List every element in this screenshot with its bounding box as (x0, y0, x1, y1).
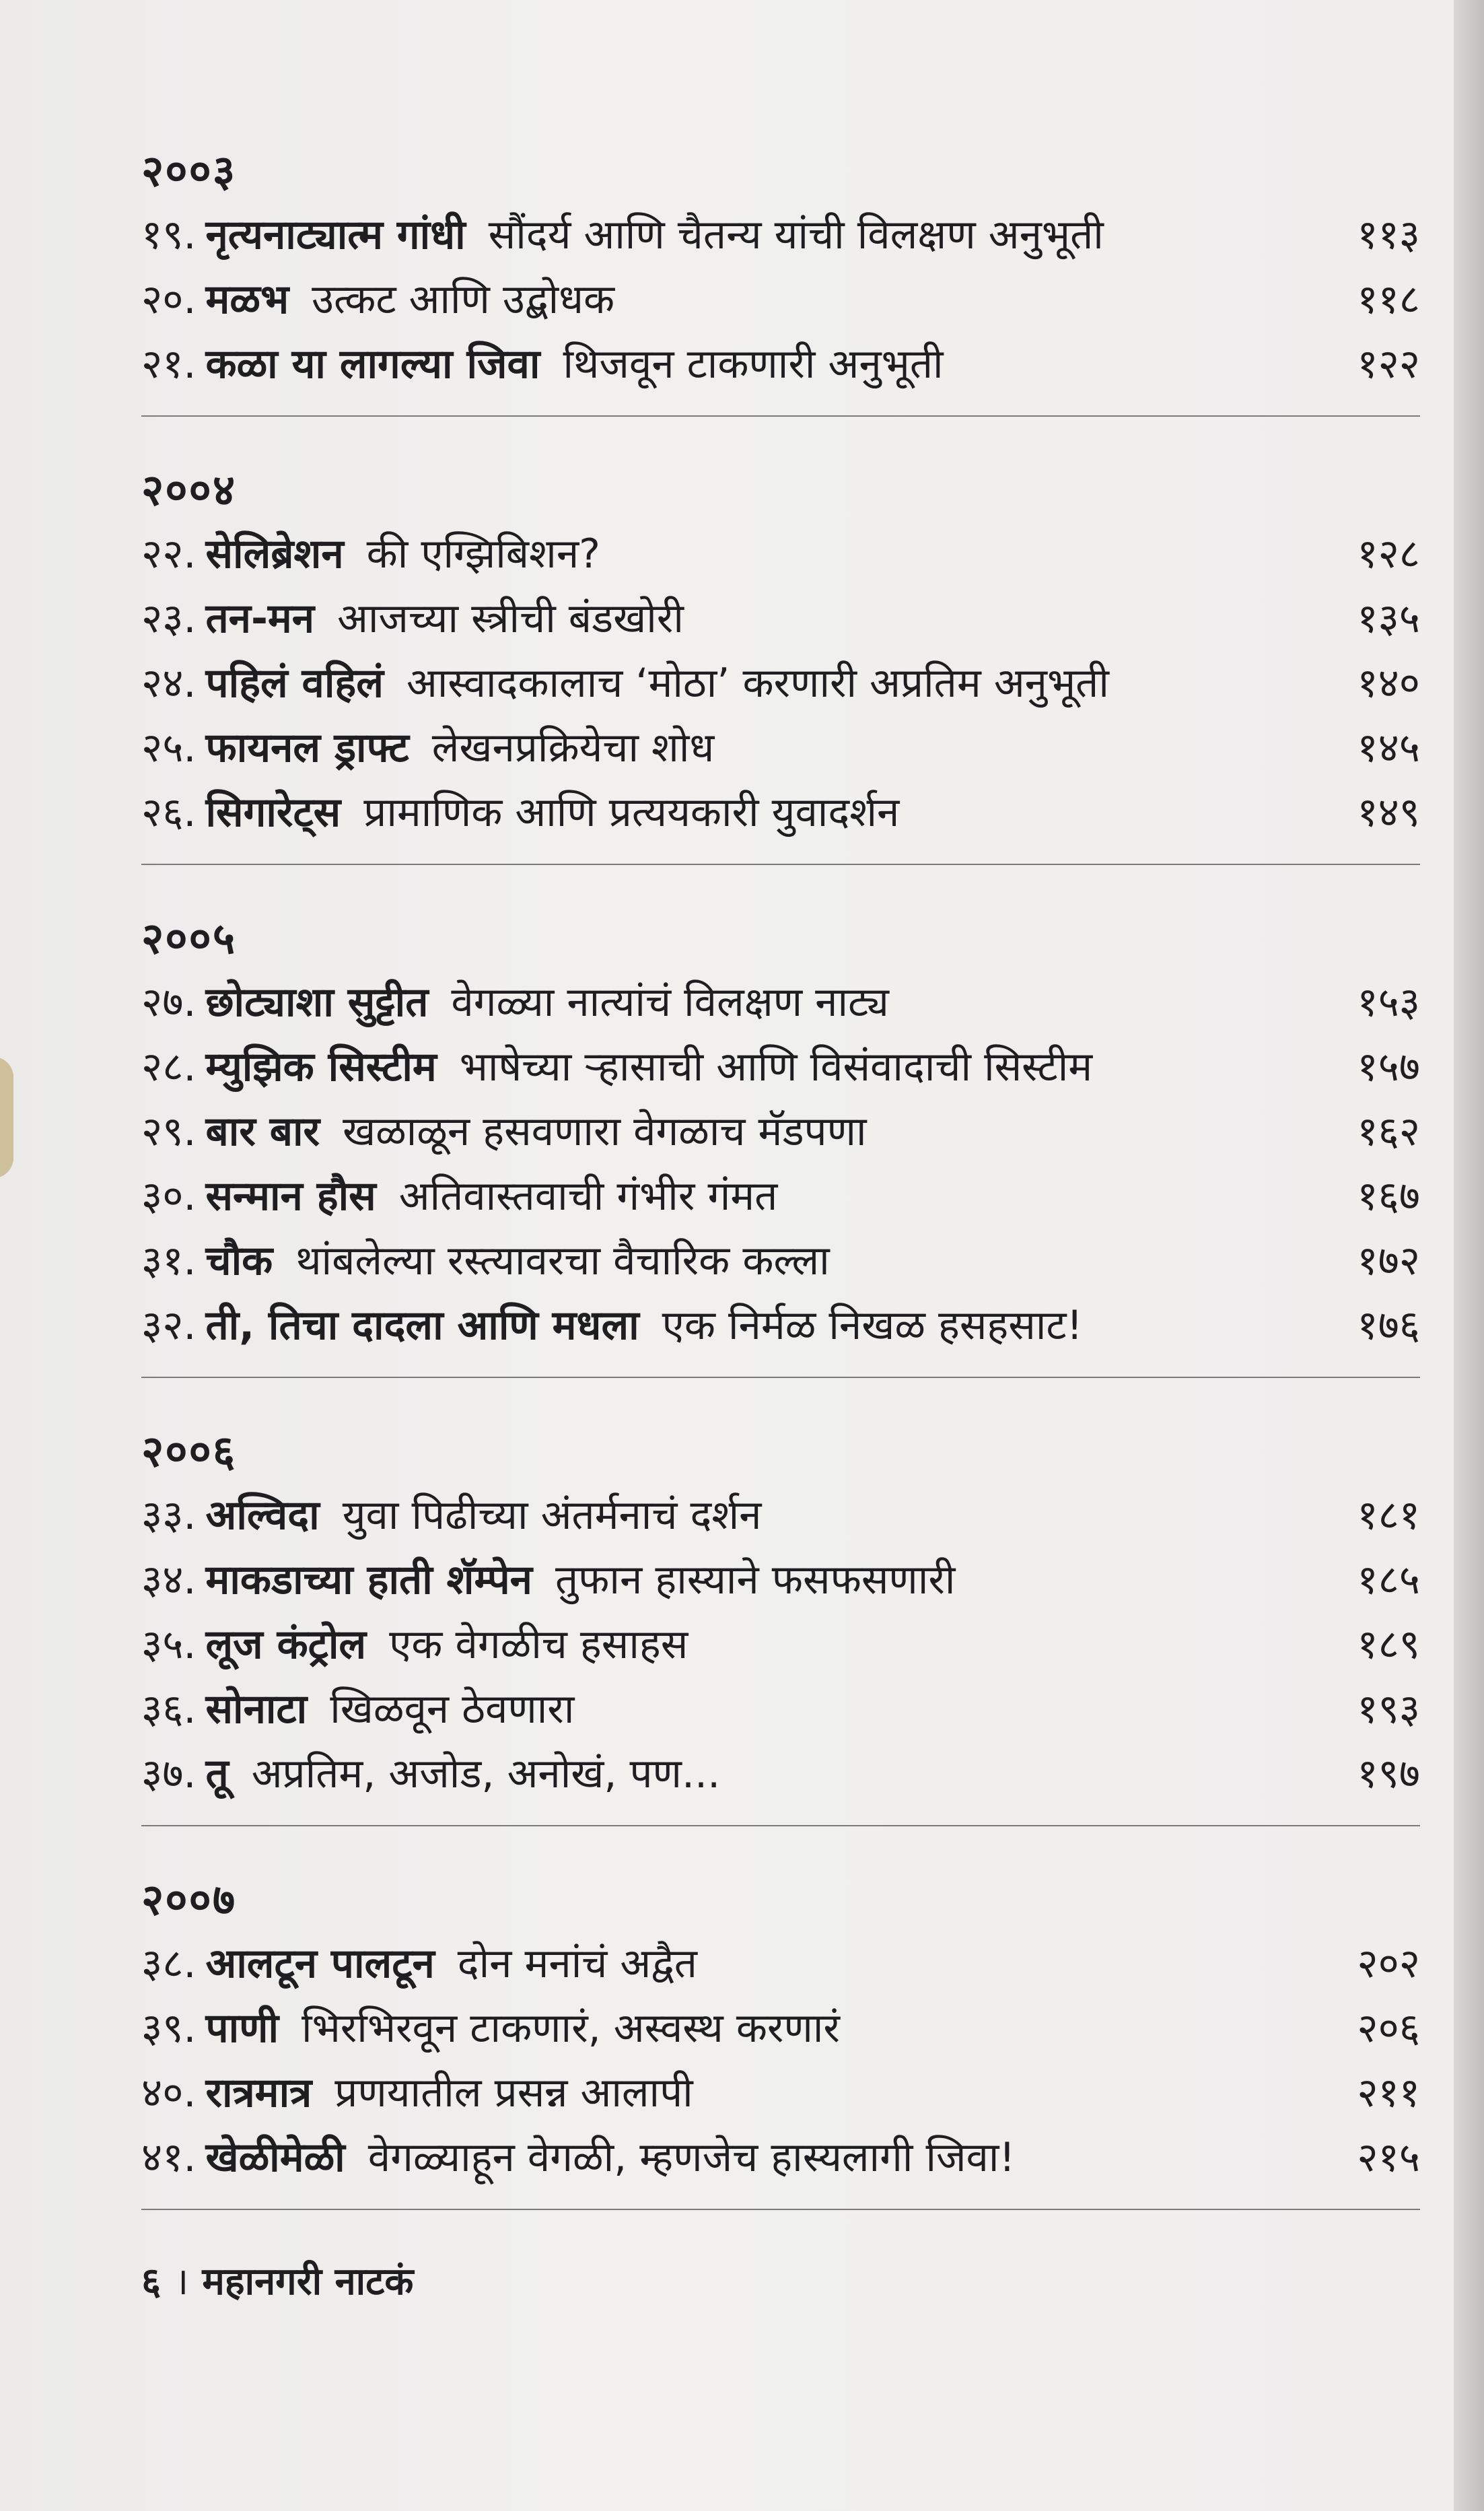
entry-number: ३४. (141, 1556, 197, 1604)
section-year-heading: २००७ (141, 1876, 237, 1925)
entry-title: ती, तिचा दादला आणि मधला (205, 1302, 639, 1349)
toc-entry (141, 586, 1420, 651)
entry-page-number: ११८ (1357, 276, 1420, 323)
entry-title: बार बार (205, 1108, 320, 1155)
thumb-edge (0, 1057, 13, 1178)
entry-title: सेलिब्रेशन (205, 530, 344, 578)
entry-description: उत्कट आणि उद्बोधक (312, 276, 615, 323)
entry-description: खळाळून हसवणारा वेगळाच मॅडपणा (343, 1108, 867, 1155)
year-section (141, 1873, 1420, 2210)
year-section (141, 1425, 1420, 1826)
entry-title: पाणी (205, 2005, 279, 2052)
section-year-heading: २००५ (141, 914, 237, 964)
toc-entry (141, 2125, 1420, 2190)
entry-description: एक निर्मळ निखळ हसहसाट! (662, 1302, 1083, 1349)
entry-title: कळा या लागल्या जिवा (205, 341, 540, 388)
entry-number: ३२. (141, 1302, 197, 1349)
entry-title: सन्मान हौस (205, 1173, 376, 1220)
section-divider (141, 864, 1420, 865)
section-divider (141, 415, 1420, 417)
entry-description: दोन मनांचं अद्वैत (457, 1940, 697, 1987)
entry-number: ३०. (141, 1173, 197, 1220)
entry-page-number: २११ (1357, 2069, 1420, 2117)
entry-page-number: १२८ (1357, 530, 1420, 578)
section-year-heading: २००४ (141, 466, 237, 516)
entry-description: थांबलेल्या रस्त्यावरचा वैचारिक कल्ला (295, 1237, 830, 1284)
entry-description: थिजवून टाकणारी अनुभूती (563, 341, 944, 388)
entry-page-number: १५३ (1357, 979, 1420, 1026)
entry-title: खेळीमेळी (205, 2134, 345, 2181)
toc-entry (141, 1742, 1420, 1806)
entry-page-number: १४९ (1357, 789, 1420, 836)
entry-title: नृत्यनाट्यात्म गांधी (205, 211, 466, 259)
entry-description: लेखनप्रक्रियेचा शोध (431, 724, 715, 771)
entry-number: २१. (141, 341, 197, 388)
entry-title: छोट्याशा सुट्टीत (205, 979, 429, 1026)
page-edge (1454, 0, 1484, 2511)
entry-page-number: १६७ (1357, 1173, 1420, 1220)
entry-title: तन-मन (205, 595, 315, 642)
entry-number: २२. (141, 530, 197, 578)
entry-page-number: १५७ (1357, 1043, 1420, 1091)
entry-page-number: १७२ (1357, 1237, 1420, 1284)
section-year-heading: २००३ (141, 147, 237, 197)
entry-number: ३१. (141, 1237, 197, 1284)
toc-entry (141, 1164, 1420, 1229)
entry-title: म्युझिक सिस्टीम (205, 1043, 437, 1091)
entry-description: सौंदर्य आणि चैतन्य यांची विलक्षण अनुभूती (488, 211, 1104, 259)
toc-entry (141, 1931, 1420, 1996)
entry-page-number: १४० (1357, 660, 1420, 707)
section-divider (141, 1377, 1420, 1378)
entry-description: एक वेगळीच हसाहस (389, 1621, 688, 1668)
toc-entry (141, 780, 1420, 845)
entry-title: आलटून पालटून (205, 1940, 435, 1987)
entry-number: २३. (141, 595, 197, 642)
entry-description: वेगळ्या नात्यांचं विलक्षण नाट्य (451, 979, 889, 1026)
toc-entry (141, 1612, 1420, 1677)
entry-number: २५. (141, 724, 197, 771)
entry-page-number: १२२ (1357, 341, 1420, 388)
entry-page-number: ११३ (1357, 211, 1420, 259)
entry-number: २९. (141, 1108, 197, 1155)
toc-entry (141, 203, 1420, 267)
entry-number: ४०. (141, 2069, 197, 2117)
entry-title: फायनल ड्राफ्ट (205, 724, 409, 771)
year-section (141, 464, 1420, 865)
entry-description: आजच्या स्त्रीची बंडखोरी (337, 595, 684, 642)
entry-description: भिरभिरवून टाकणारं, अस्वस्थ करणारं (302, 2005, 840, 2052)
entry-number: ३८. (141, 1940, 197, 1987)
footer-book-title: महानगरी नाटकं (202, 2260, 414, 2304)
entry-description: भाषेच्या ऱ्हासाची आणि विसंवादाची सिस्टीम (459, 1043, 1093, 1091)
entry-page-number: १४५ (1357, 724, 1420, 771)
section-divider (141, 2209, 1420, 2210)
toc-entry (141, 1229, 1420, 1293)
entry-number: २४. (141, 660, 197, 707)
toc-entry (141, 651, 1420, 716)
toc-entry (141, 522, 1420, 586)
entry-title: मळभ (205, 276, 289, 323)
entry-page-number: १८९ (1357, 1621, 1420, 1668)
entry-number: २८. (141, 1043, 197, 1091)
entry-title: अल्विदा (205, 1492, 320, 1539)
entry-number: २६. (141, 789, 197, 836)
footer-separator: । (174, 2260, 189, 2304)
toc-entry (141, 1677, 1420, 1742)
entry-number: ३६. (141, 1686, 197, 1733)
entry-description: युवा पिढीच्या अंतर्मनाचं दर्शन (342, 1492, 762, 1539)
entry-description: आस्वादकालाच ‘मोठा’ करणारी अप्रतिम अनुभूती (406, 660, 1109, 707)
entry-description: अतिवास्तवाची गंभीर गंमत (398, 1173, 778, 1220)
section-year-heading: २००६ (141, 1427, 237, 1477)
entry-number: २०. (141, 276, 197, 323)
section-divider (141, 1825, 1420, 1826)
entry-number: ३३. (141, 1492, 197, 1539)
toc-entry (141, 1293, 1420, 1358)
entry-title: सिगारेट्स (205, 789, 341, 836)
entry-title: चौक (205, 1237, 273, 1284)
entry-title: माकडाच्या हाती शॅम्पेन (205, 1556, 532, 1604)
entry-description: अप्रतिम, अजोड, अनोखं, पण... (251, 1750, 721, 1797)
entry-description: खिळवून ठेवणारा (330, 1686, 575, 1733)
entry-page-number: २०२ (1357, 1940, 1420, 1987)
entry-number: ३७. (141, 1750, 197, 1797)
entry-title: रात्रमात्र (205, 2069, 312, 2117)
entry-page-number: १८५ (1357, 1556, 1420, 1604)
toc-entry (141, 716, 1420, 780)
entry-page-number: १९७ (1357, 1750, 1420, 1797)
toc-entry (141, 332, 1420, 397)
entry-number: ३९. (141, 2005, 197, 2052)
entry-page-number: १७६ (1357, 1302, 1420, 1349)
page-footer (141, 2255, 413, 2309)
toc-entry (141, 1035, 1420, 1099)
entry-description: वेगळ्याहून वेगळी, म्हणजेच हास्यलागी जिवा! (367, 2134, 1016, 2181)
year-section (141, 145, 1420, 417)
table-of-contents (141, 145, 1420, 2257)
entry-page-number: २०६ (1357, 2005, 1420, 2052)
entry-page-number: १८१ (1357, 1492, 1420, 1539)
toc-entry (141, 1483, 1420, 1548)
entry-title: पहिलं वहिलं (205, 660, 384, 707)
entry-description: प्रणयातील प्रसन्न आलापी (334, 2069, 693, 2117)
entry-number: ३५. (141, 1621, 197, 1668)
entry-page-number: १३५ (1357, 595, 1420, 642)
entry-number: २७. (141, 979, 197, 1026)
entry-number: ४१. (141, 2134, 197, 2181)
entry-title: लूज कंट्रोल (205, 1621, 367, 1668)
toc-entry (141, 1548, 1420, 1612)
entry-description: की एग्झिबिशन? (366, 530, 601, 578)
entry-page-number: १९३ (1357, 1686, 1420, 1733)
entry-description: प्रामाणिक आणि प्रत्ययकारी युवादर्शन (363, 789, 900, 836)
entry-number: १९. (141, 211, 197, 259)
toc-entry (141, 970, 1420, 1035)
toc-entry (141, 1996, 1420, 2061)
entry-description: तुफान हास्याने फसफसणारी (555, 1556, 956, 1604)
year-section (141, 912, 1420, 1378)
toc-entry (141, 2061, 1420, 2125)
toc-entry (141, 267, 1420, 332)
entry-title: सोनाटा (205, 1686, 308, 1733)
toc-entry (141, 1099, 1420, 1164)
entry-title: तू (205, 1750, 229, 1797)
entry-page-number: २१५ (1357, 2134, 1420, 2181)
footer-page-number: ६ (141, 2260, 162, 2304)
entry-page-number: १६२ (1357, 1108, 1420, 1155)
